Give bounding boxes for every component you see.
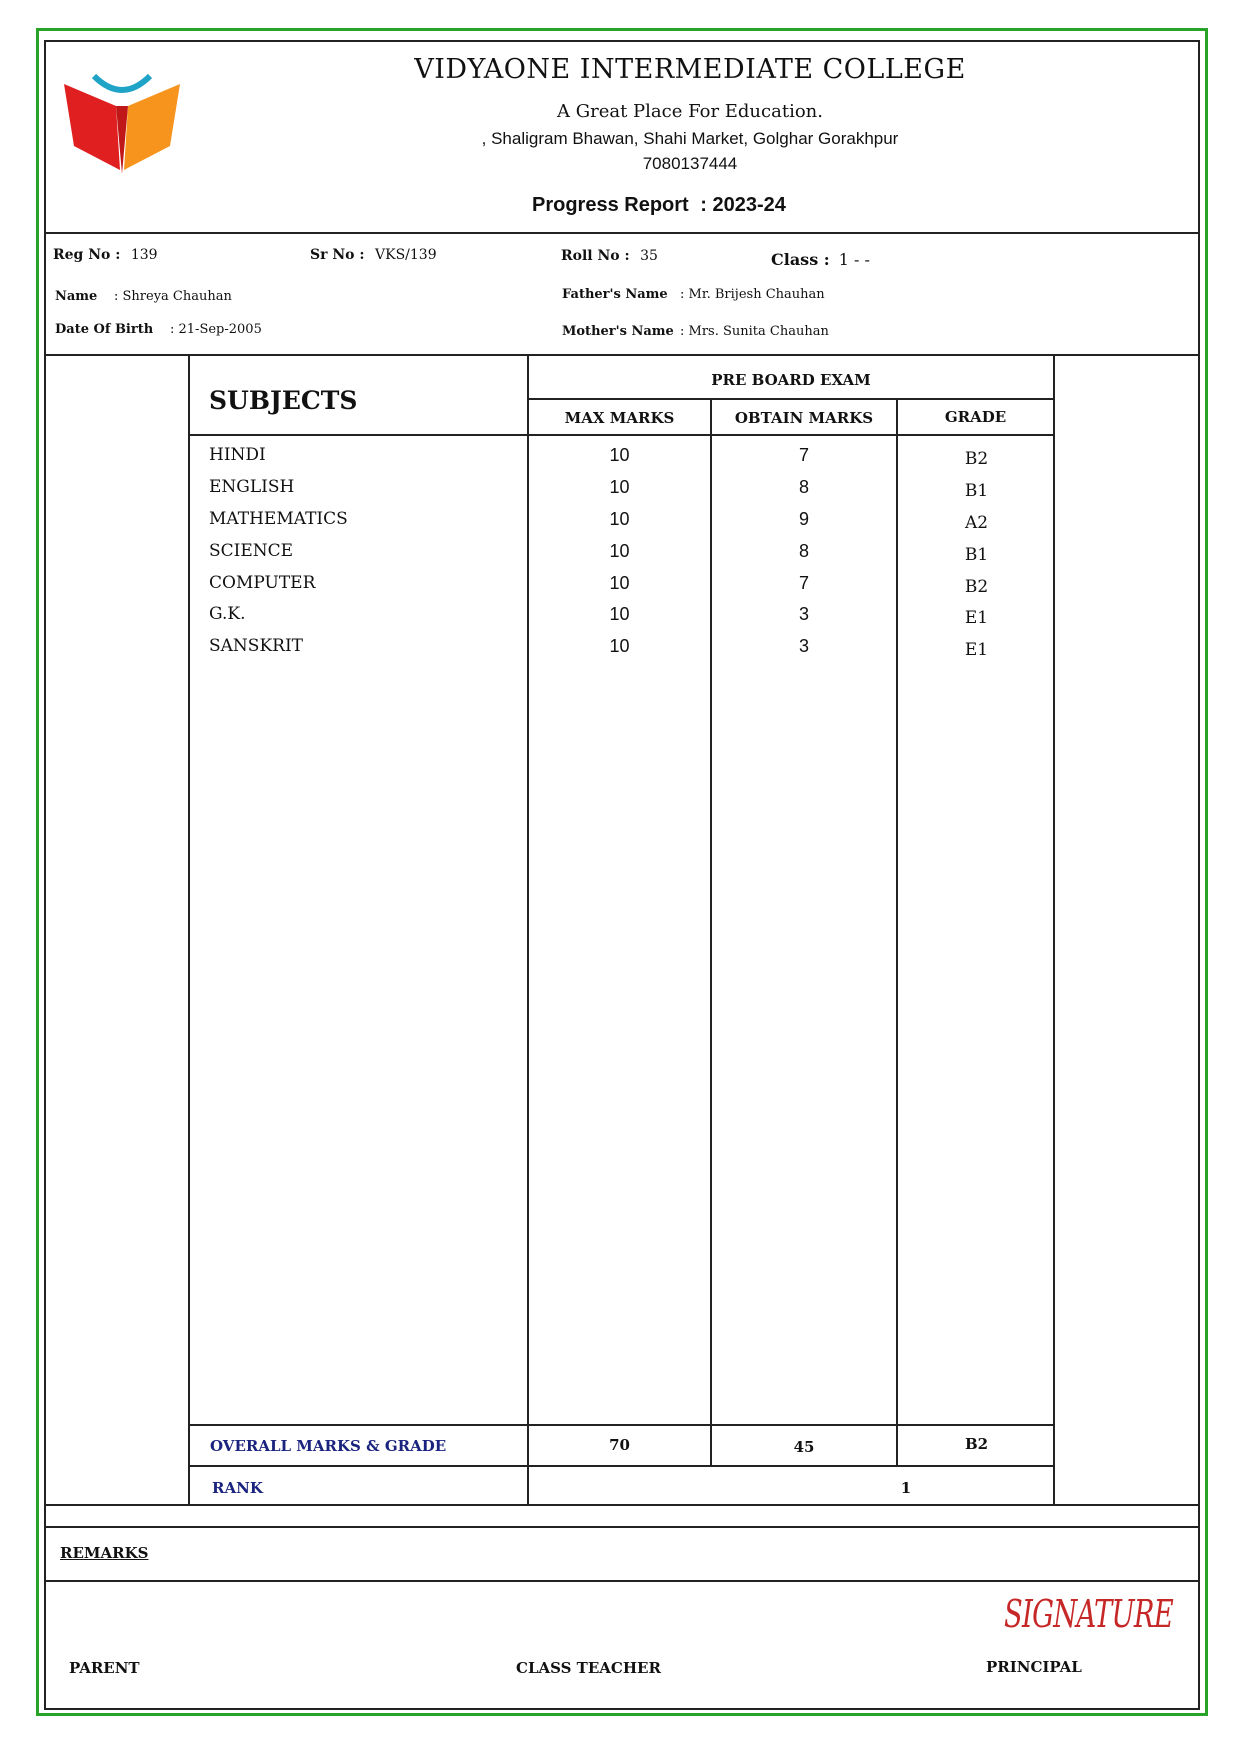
- row-subject: COMPUTER: [209, 573, 316, 593]
- row-grade: B1: [964, 481, 989, 501]
- open-book-icon: [58, 62, 186, 186]
- divider: [44, 1526, 1198, 1528]
- row-max: 10: [609, 445, 630, 465]
- subjects-header: SUBJECTS: [209, 386, 358, 415]
- name-label: Name: [55, 289, 98, 304]
- row-subject: MATHEMATICS: [209, 509, 348, 529]
- col-max-marks: MAX MARKS: [564, 409, 675, 427]
- remarks-label: REMARKS: [60, 1544, 149, 1562]
- row-grade: B2: [964, 577, 989, 597]
- row-grade: B1: [964, 545, 989, 565]
- father-label: Father's Name: [562, 287, 668, 302]
- row-grade: A2: [964, 513, 989, 533]
- mother-label: Mother's Name: [562, 324, 674, 339]
- row-subject: HINDI: [209, 445, 266, 465]
- dob-label: Date Of Birth: [55, 322, 154, 337]
- rank-label: RANK: [212, 1479, 263, 1497]
- table-line: [188, 1424, 1055, 1426]
- dob-value: : 21-Sep-2005: [170, 322, 262, 337]
- row-grade: E1: [964, 640, 989, 660]
- row-max: 10: [609, 636, 630, 656]
- row-obtain: 7: [798, 573, 809, 593]
- row-grade: E1: [964, 608, 989, 628]
- principal-label: PRINCIPAL: [986, 1658, 1082, 1676]
- overall-obtain: 45: [793, 1438, 815, 1456]
- school-logo: [58, 62, 186, 186]
- school-name: VIDYAONE INTERMEDIATE COLLEGE: [414, 54, 966, 85]
- mother-value: : Mrs. Sunita Chauhan: [680, 324, 829, 339]
- row-obtain: 7: [798, 445, 809, 465]
- principal-signature: SIGNATURE: [1004, 1592, 1174, 1636]
- row-max: 10: [609, 477, 630, 497]
- col-grade: GRADE: [944, 408, 1007, 426]
- school-address: , Shaligram Bhawan, Shahi Market, Golghar Gorakhpur: [481, 129, 899, 148]
- row-max: 10: [609, 604, 630, 624]
- class-field: Class : 1 - -: [771, 250, 870, 269]
- row-max: 10: [609, 509, 630, 529]
- report-session: : 2023-24: [700, 194, 786, 216]
- overall-grade: B2: [964, 1435, 989, 1453]
- table-line: [527, 398, 1055, 400]
- table-bottom-line: [44, 1504, 1198, 1506]
- row-obtain: 3: [798, 604, 809, 624]
- name-value: : Shreya Chauhan: [114, 289, 232, 304]
- rank-value: 1: [900, 1479, 912, 1497]
- father-value: : Mr. Brijesh Chauhan: [680, 287, 825, 302]
- overall-label: OVERALL MARKS & GRADE: [210, 1437, 447, 1455]
- row-obtain: 3: [798, 636, 809, 656]
- divider: [44, 1580, 1198, 1582]
- overall-max: 70: [609, 1436, 630, 1454]
- roll-no: Roll No : 35: [561, 248, 658, 264]
- row-obtain: 8: [798, 477, 809, 497]
- row-subject: ENGLISH: [209, 477, 295, 497]
- class-teacher-label: CLASS TEACHER: [516, 1659, 661, 1677]
- row-obtain: 9: [798, 509, 809, 529]
- row-grade: B2: [964, 449, 989, 469]
- row-subject: G.K.: [209, 604, 246, 624]
- school-phone: 7080137444: [642, 154, 738, 173]
- sr-no: Sr No : VKS/139: [310, 247, 437, 263]
- row-max: 10: [609, 573, 630, 593]
- row-obtain: 8: [798, 541, 809, 561]
- exam-header: PRE BOARD EXAM: [711, 371, 871, 389]
- row-subject: SANSKRIT: [209, 636, 303, 656]
- divider: [44, 354, 1198, 356]
- reg-no: Reg No : 139: [53, 247, 158, 263]
- table-line: [188, 434, 1055, 436]
- col-obtain-marks: OBTAIN MARKS: [734, 409, 874, 427]
- school-tagline: A Great Place For Education.: [557, 101, 823, 122]
- divider: [44, 232, 1198, 234]
- report-title: Progress Report: [532, 194, 689, 216]
- report-title-line: [532, 194, 952, 217]
- table-line: [188, 1465, 1055, 1467]
- parent-label: PARENT: [69, 1659, 140, 1677]
- row-max: 10: [609, 541, 630, 561]
- row-subject: SCIENCE: [209, 541, 294, 561]
- table-border-left: [188, 354, 190, 1505]
